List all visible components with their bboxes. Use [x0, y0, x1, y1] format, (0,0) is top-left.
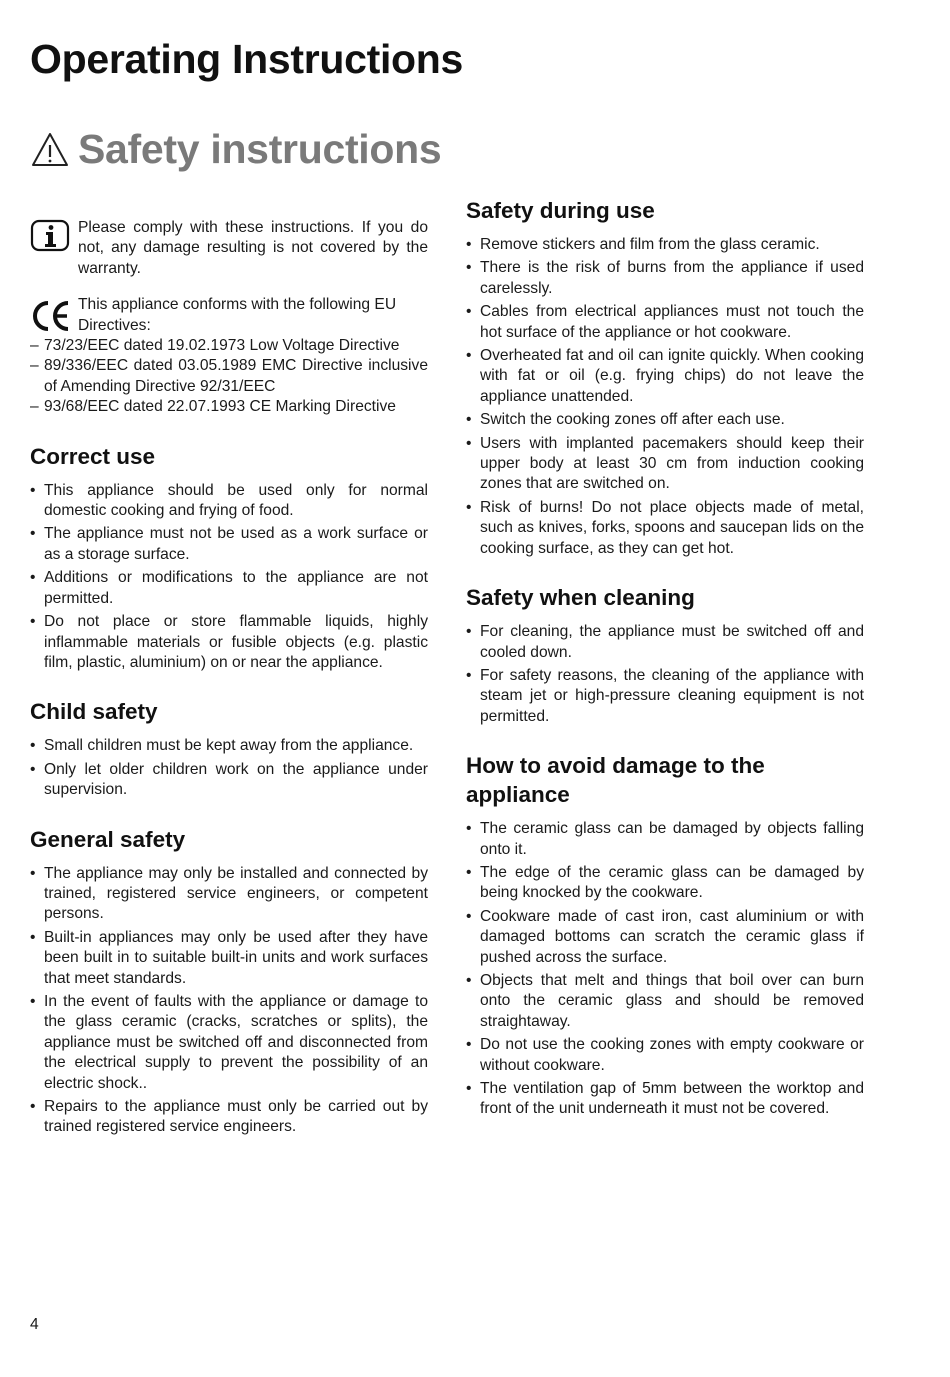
- section-safety-during-use: [466, 196, 864, 559]
- list-item: • There is the risk of burns from the appliance if used carelessly.: [466, 258, 864, 299]
- ce-text: This appliance conforms with the following EU Directives:: [78, 296, 397, 334]
- section-heading: How to avoid damage to the appliance: [466, 753, 765, 808]
- section-avoid-damage: [466, 751, 864, 1120]
- list-item: • The appliance must not be used as a work surface or as a storage surface.: [30, 524, 428, 565]
- list-item: • Users with implanted pacemakers should keep their upper body at least 30 cm from induction cooking zones that are switched on.: [466, 434, 864, 495]
- list-item: – 73/23/EEC dated 19.02.1973 Low Voltage Directive: [30, 336, 428, 356]
- section-heading: Safety when cleaning: [466, 585, 695, 611]
- section-child-safety: [30, 697, 428, 800]
- section-heading: Safety during use: [466, 198, 655, 223]
- info-icon: [30, 219, 70, 252]
- list-item: • Additions or modifications to the appliance are not permitted.: [30, 568, 428, 609]
- list-item: • The ventilation gap of 5mm between the worktop and front of the unit underneath it must not be covered.: [466, 1079, 864, 1120]
- safety-heading: [30, 126, 441, 173]
- list-item: • Remove stickers and film from the glass ceramic.: [466, 235, 864, 255]
- list-item: • Only let older children work on the appliance under supervision.: [30, 760, 428, 801]
- list-item: • For cleaning, the appliance must be switched off and cooled down.: [466, 622, 864, 663]
- list-item: • Do not place or store flammable liquids, highly inflammable materials or fusible objects (e.g. plastic film, plastic, aluminium) on or near the appliance.: [30, 612, 428, 673]
- intro-text: Please comply with these instructions. If you do not, any damage resulting is not covered by the warranty.: [78, 219, 428, 277]
- left-column: [30, 196, 428, 1141]
- section-heading: Correct use: [30, 443, 156, 469]
- list-item: • Cookware made of cast iron, cast aluminium or with damaged bottoms can scratch the ceramic glass if pushed across the surface.: [466, 907, 864, 968]
- right-column: [466, 196, 864, 1123]
- list-item: • Cables from electrical appliances must not touch the hot surface of the appliance or hot cookware.: [466, 302, 864, 343]
- list-item: – 89/336/EEC dated 03.05.1989 EMC Directive inclusive of Amending Directive 92/31/EEC: [30, 356, 428, 397]
- section-heading: General safety: [30, 826, 186, 852]
- intro-note: [30, 218, 428, 279]
- page-number: 4: [30, 1316, 39, 1333]
- list-item: • The appliance may only be installed and connected by trained, registered service engineers, or competent persons.: [30, 864, 428, 925]
- ce-mark-icon: [30, 298, 72, 334]
- section-general-safety: [30, 825, 428, 1138]
- list-item: • Small children must be kept away from the appliance.: [30, 736, 428, 756]
- list-item: – 93/68/EEC dated 22.07.1993 CE Marking Directive: [30, 397, 428, 417]
- section-heading: Child safety: [30, 699, 158, 725]
- list-item: • The ceramic glass can be damaged by objects falling onto it.: [466, 819, 864, 860]
- list-item: • For safety reasons, the cleaning of the appliance with steam jet or high-pressure cleaning equipment is not permitted.: [466, 666, 864, 727]
- list-item: • Repairs to the appliance must only be carried out by trained registered service engineers.: [30, 1097, 428, 1138]
- list-item: • In the event of faults with the appliance or damage to the glass ceramic (cracks, scratches or splits), the appliance must be switched off and disconnected from the electrical supply to prevent the possibility of an electric shock..: [30, 992, 428, 1094]
- list-item: • Switch the cooking zones off after each use.: [466, 410, 864, 430]
- list-item: • This appliance should be used only for normal domestic cooking and frying of food.: [30, 481, 428, 522]
- list-item: • Built-in appliances may only be used after they have been built in to suitable built-in units and work surfaces that meet standards.: [30, 928, 428, 989]
- list-item: • Risk of burns! Do not place objects made of metal, such as knives, forks, spoons and saucepan lids on the cooking surface, as they can get hot.: [466, 498, 864, 559]
- list-item: • Overheated fat and oil can ignite quickly. When cooking with fat or oil (e.g. frying chips) do not leave the appliance unattended.: [466, 346, 864, 407]
- list-item: • Do not use the cooking zones with empty cookware or without cookware.: [466, 1035, 864, 1076]
- ce-note: [30, 295, 428, 336]
- list-item: • Objects that melt and things that boil over can burn onto the ceramic glass and should be removed straightaway.: [466, 971, 864, 1032]
- warning-triangle-icon: [30, 130, 70, 170]
- section-safety-cleaning: [466, 583, 864, 727]
- ce-directive-list: [30, 336, 428, 418]
- section-correct-use: [30, 442, 428, 674]
- list-item: • The edge of the ceramic glass can be damaged by being knocked by the cookware.: [466, 863, 864, 904]
- page-title: Operating Instructions: [30, 36, 464, 82]
- safety-heading-text: Safety instructions: [78, 126, 442, 172]
